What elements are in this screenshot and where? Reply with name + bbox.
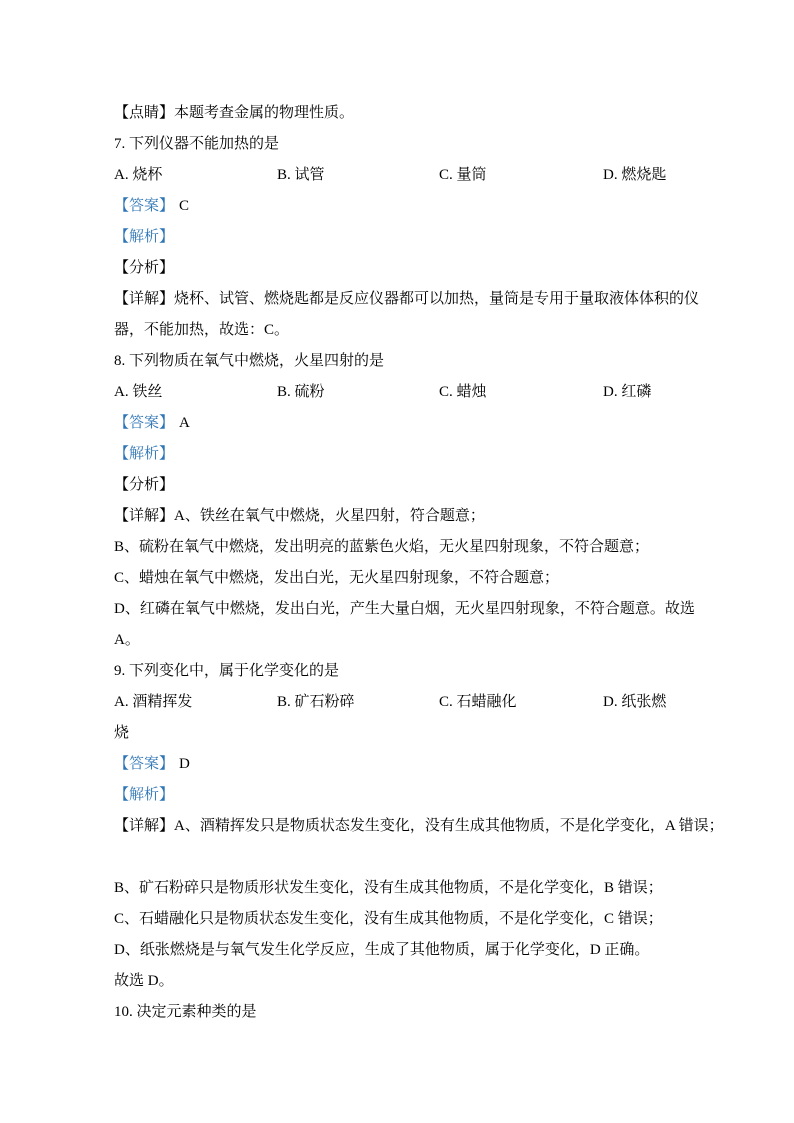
question-7-stem: 7. 下列仪器不能加热的是	[114, 136, 280, 152]
question-10-stem: 10. 决定元素种类的是	[114, 1004, 257, 1020]
q9-option-a: A. 酒精挥发	[114, 694, 193, 710]
q9-answer-line	[114, 749, 686, 780]
q8-answer-value: A	[179, 415, 190, 431]
question-8-stem: 8. 下列物质在氧气中燃烧，火星四射的是	[114, 353, 385, 369]
q9-detail-line-1: 【详解】A、酒精挥发只是物质状态发生变化，没有生成其他物质，不是化学变化，A 错误；	[114, 818, 724, 834]
q7-option-b: B. 试管	[277, 167, 325, 183]
q8-jiexi-label: 【解析】	[114, 446, 175, 462]
q9-option-d-wrap: 烧	[114, 725, 130, 741]
q7-answer-value: C	[179, 198, 190, 214]
q8-options	[114, 377, 686, 408]
q9-options	[114, 687, 686, 718]
q8-answer-label: 【答案】	[114, 415, 175, 431]
q7-option-c: C. 量筒	[439, 167, 487, 183]
q9-detail-line-3: C、石蜡融化只是物质状态发生变化，没有生成其他物质，不是化学变化，C 错误；	[114, 911, 663, 927]
q8-answer-line	[114, 408, 686, 439]
q7-answer-label: 【答案】	[114, 198, 175, 214]
q9-option-d: D. 纸张燃	[603, 694, 667, 710]
q8-detail-line-5: A。	[114, 632, 140, 648]
question-9-stem: 9. 下列变化中，属于化学变化的是	[114, 663, 340, 679]
q6-highlight-note: 【点睛】本题考查金属的物理性质。	[114, 105, 355, 121]
q9-option-c: C. 石蜡融化	[439, 694, 517, 710]
q7-detail-line-2: 器，不能加热，故选：C。	[114, 322, 290, 338]
q9-answer-label: 【答案】	[114, 756, 175, 772]
q8-option-b: B. 硫粉	[277, 384, 325, 400]
q7-fenxi-label: 【分析】	[114, 260, 175, 276]
q8-detail-line-4: D、红磷在氧气中燃烧，发出白光，产生大量白烟，无火星四射现象，不符合题意。故选	[114, 601, 695, 617]
q7-detail-line-1: 【详解】烧杯、试管、燃烧匙都是反应仪器都可以加热，量筒是专用于量取液体体积的仪	[114, 291, 700, 307]
q7-jiexi-label: 【解析】	[114, 229, 175, 245]
q8-option-a: A. 铁丝	[114, 384, 163, 400]
q8-detail-line-2: B、硫粉在氧气中燃烧，发出明亮的蓝紫色火焰，无火星四射现象，不符合题意；	[114, 539, 650, 555]
document-content	[114, 98, 724, 1028]
q7-option-d: D. 燃烧匙	[603, 167, 667, 183]
q7-options	[114, 160, 686, 191]
q9-detail-line-5: 故选 D。	[114, 973, 174, 989]
q7-answer-line	[114, 191, 686, 222]
q7-option-a: A. 烧杯	[114, 167, 163, 183]
q8-option-d: D. 红磷	[603, 384, 652, 400]
q8-detail-line-3: C、蜡烛在氧气中燃烧，发出白光，无火星四射现象，不符合题意；	[114, 570, 560, 586]
q8-fenxi-label: 【分析】	[114, 477, 175, 493]
q9-detail-line-2: B、矿石粉碎只是物质形状发生变化，没有生成其他物质，不是化学变化，B 错误；	[114, 880, 663, 896]
q9-detail-blank-line	[114, 842, 686, 873]
q9-option-b: B. 矿石粉碎	[277, 694, 355, 710]
q8-option-c: C. 蜡烛	[439, 384, 487, 400]
q8-detail-line-1: 【详解】A、铁丝在氧气中燃烧，火星四射，符合题意；	[114, 508, 485, 524]
q9-answer-value: D	[179, 756, 190, 772]
q9-jiexi-label: 【解析】	[114, 787, 175, 803]
q9-detail-line-4: D、纸张燃烧是与氧气发生化学反应，生成了其他物质，属于化学变化，D 正确。	[114, 942, 650, 958]
